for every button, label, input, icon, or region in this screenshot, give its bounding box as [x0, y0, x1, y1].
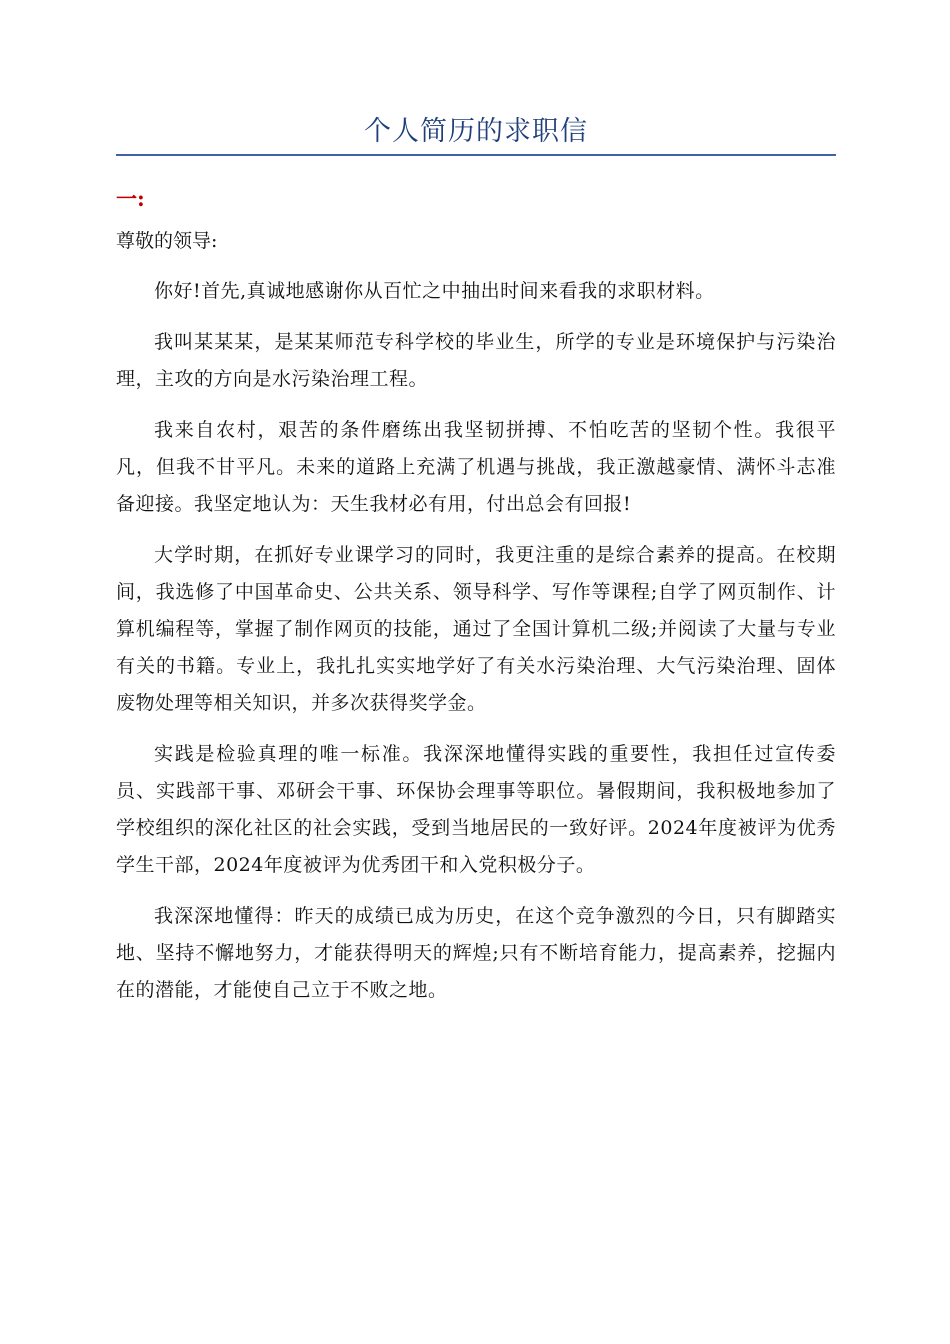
section-label: 一:	[116, 186, 145, 211]
paragraph-practice: 实践是检验真理的唯一标准。我深深地懂得实践的重要性，我担任过宣传委员、实践部干事、邓研会干事、环保协会理事等职位。暑假期间，我积极地参加了学校组织的深化社区的社会实践，受到当地居民的一致好评。2024年度被评为优秀学生干部，2024年度被评为优秀团干和入党积极分子。	[116, 743, 836, 876]
paragraph-introduction: 我叫某某某，是某某师范专科学校的毕业生，所学的专业是环境保护与污染治理，主攻的方向是水污染治理工程。	[116, 331, 836, 390]
paragraph-background: 我来自农村，艰苦的条件磨练出我坚韧拼搏、不怕吃苦的坚韧个性。我很平凡，但我不甘平凡。未来的道路上充满了机遇与挑战，我正激越豪情、满怀斗志准备迎接。我坚定地认为：天生我材必有用，付出总会有回报!	[116, 419, 836, 515]
title-divider	[116, 154, 836, 156]
salutation: 尊敬的领导:	[116, 230, 218, 252]
paragraph-greeting: 你好!首先,真诚地感谢你从百忙之中抽出时间来看我的求职材料。	[154, 280, 715, 302]
document-page	[116, 112, 836, 1009]
paragraph-conclusion: 我深深地懂得：昨天的成绩已成为历史，在这个竞争激烈的今日，只有脚踏实地、坚持不懈地努力，才能获得明天的辉煌;只有不断培育能力，提高素养，挖掘内在的潜能，才能使自己立于不败之地。	[116, 905, 836, 1001]
page-title: 个人简历的求职信	[364, 116, 588, 147]
paragraph-education: 大学时期，在抓好专业课学习的同时，我更注重的是综合素养的提高。在校期间，我选修了中国革命史、公共关系、领导科学、写作等课程;自学了网页制作、计算机编程等，掌握了制作网页的技能，通过了全国计算机二级;并阅读了大量与专业有关的书籍。专业上，我扎扎实实地学好了有关水污染治理、大气污染治理、固体废物处理等相关知识，并多次获得奖学金。	[116, 544, 836, 714]
